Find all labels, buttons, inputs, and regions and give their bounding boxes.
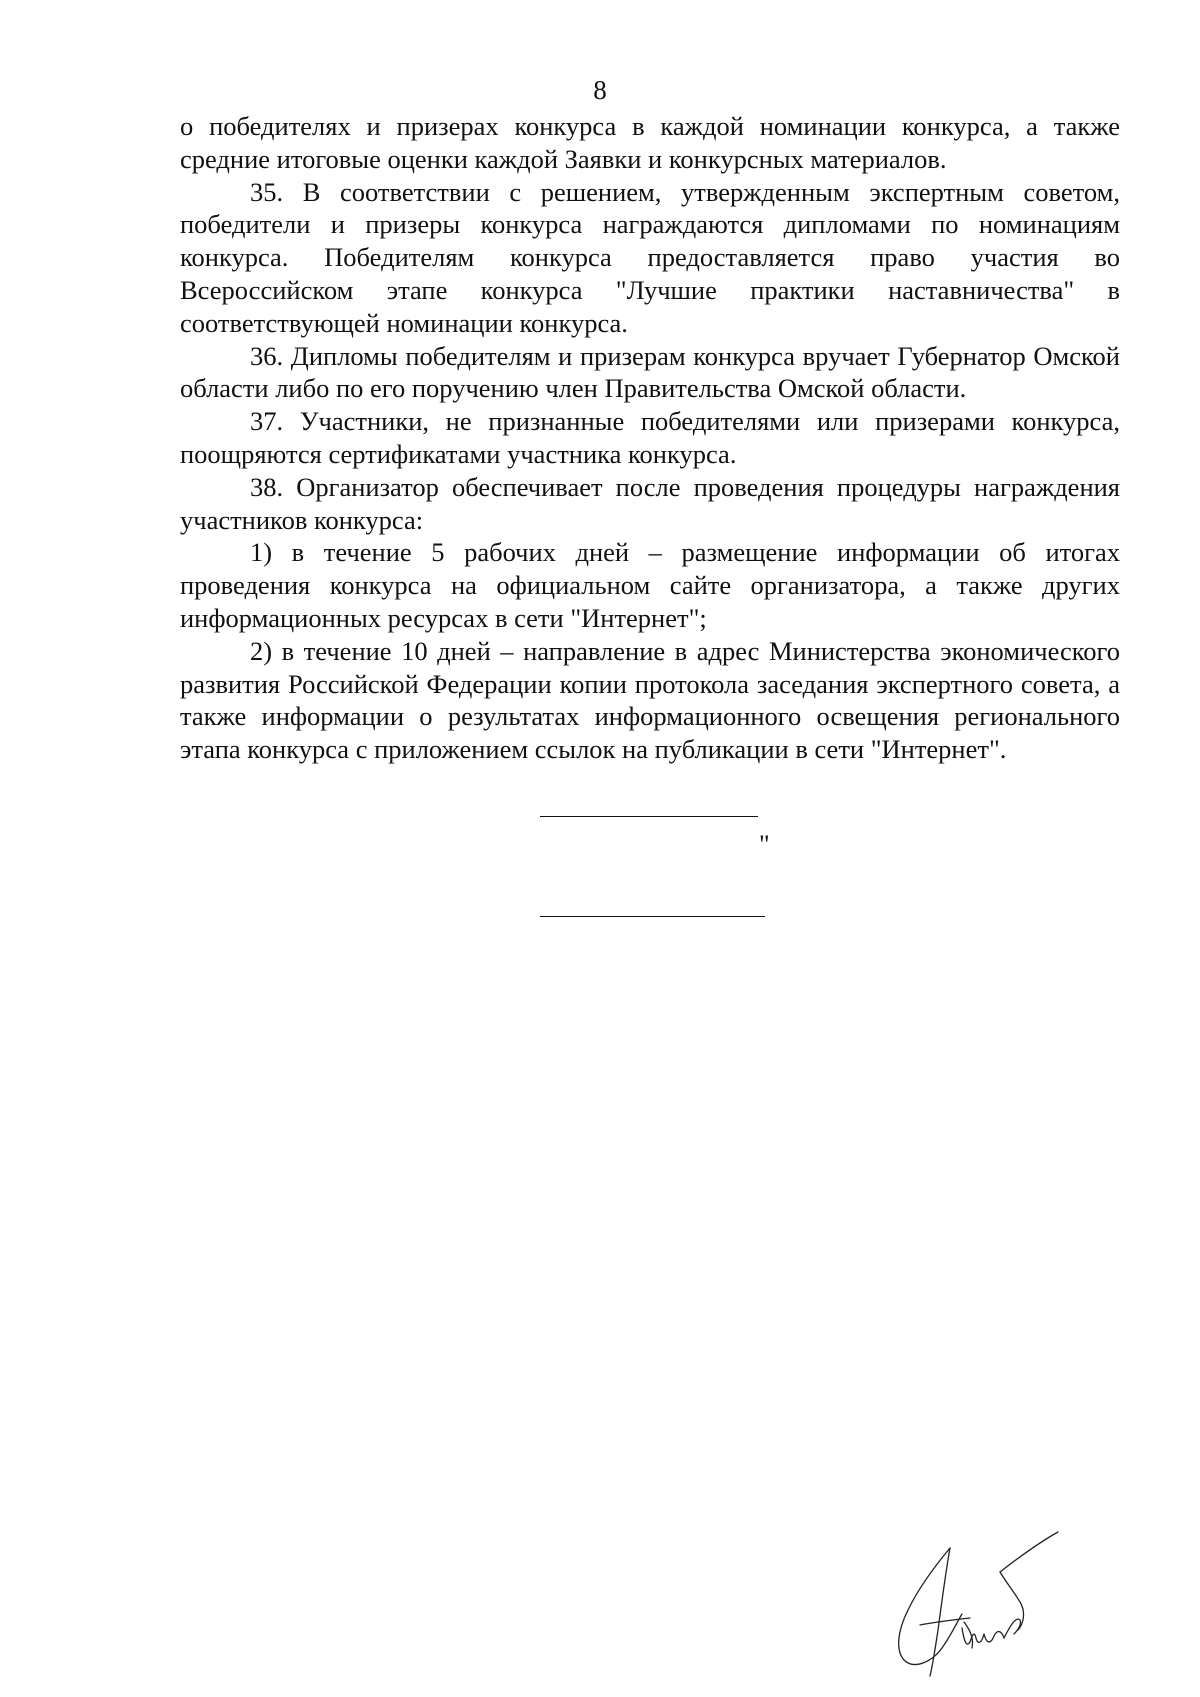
- paragraph-38-item-2: 2) в течение 10 дней – направление в адрес Министерства экономического развития Российской Федерации копии протокола заседания экспертного совета, а также информации о результатах информационного освещения регионального этапа конкурса с приложением ссылок на публикации в сети "Интернет".: [180, 635, 1120, 765]
- paragraph-38-item-1: 1) в течение 5 рабочих дней – размещение информации об итогах проведения конкурса на официальном сайте организатора, а также других информационных ресурсах в сети "Интернет";: [180, 537, 1120, 633]
- paragraph-37: 37. Участники, не признанные победителями или призерами конкурса, поощряются сертификатами участника конкурса.: [180, 406, 1120, 469]
- paragraph-38: 38. Организатор обеспечивает после проведения процедуры награждения участников конкурса:: [180, 471, 1120, 535]
- paragraph-continuation: о победителях и призерах конкурса в каждой номинации конкурса, а также средние итоговые оценки каждой Заявки и конкурсных материалов.: [180, 111, 1120, 174]
- document-end-rule: [540, 916, 765, 917]
- paragraph-36: 36. Дипломы победителям и призерам конкурса вручает Губернатор Омской области либо по его поручению член Правительства Омской области.: [180, 340, 1120, 404]
- closing-quote-mark: ": [759, 830, 770, 859]
- page-number: 8: [593, 75, 607, 105]
- handwritten-signature-icon: [880, 1530, 1060, 1680]
- paragraph-35: 35. В соответствии с решением, утвержденным экспертным советом, победители и призеры конкурса награждаются дипломами по номинациям конкурса. Победителям конкурса предоставляется право участия во Всероссийском этапе конкурса "Лучшие практики наставничества" в соответствующей номинации конкурса.: [180, 176, 1120, 338]
- document-body: [180, 110, 1120, 766]
- section-end-rule: [540, 816, 758, 817]
